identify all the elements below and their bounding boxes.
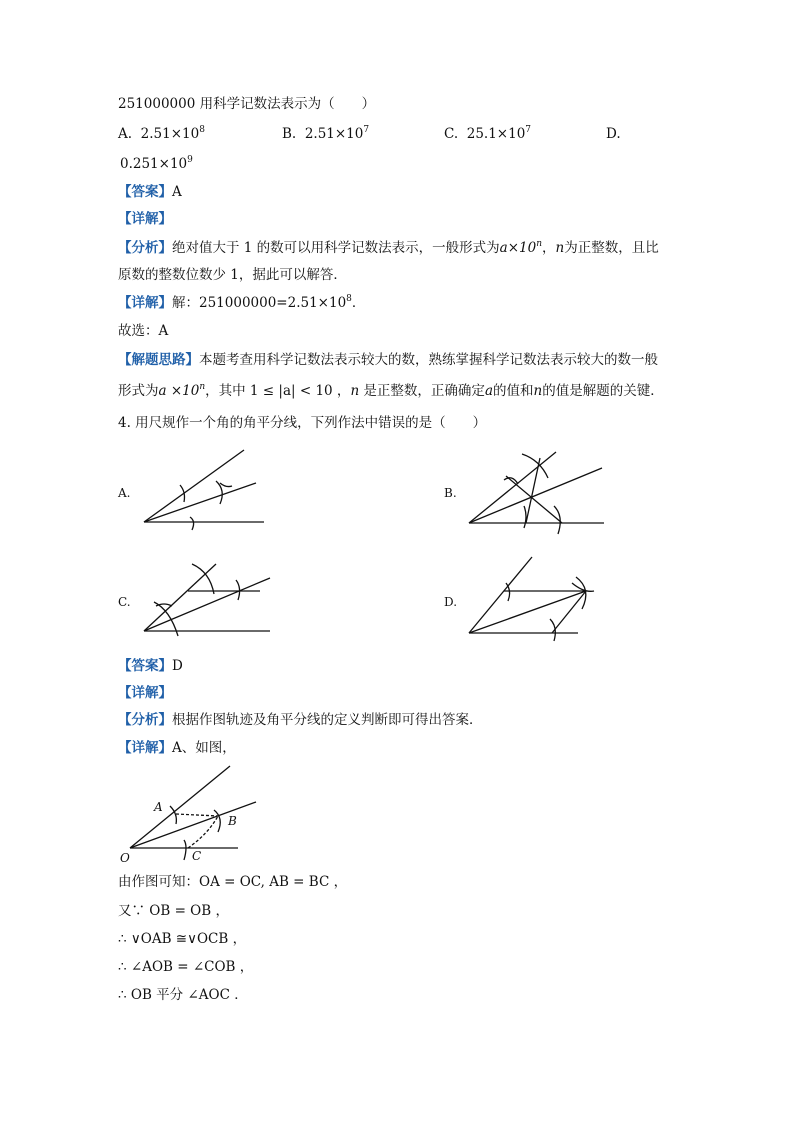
q3-stem: 251000000 用科学记数法表示为（ ） <box>118 96 376 112</box>
q3-analysis-line-2: 原数的整数位数少 1，据此可以解答． <box>118 267 347 283</box>
q4-proof-line-5: ∴ OB 平分 ∠AOC ． <box>118 987 248 1003</box>
q3-detail-heading: 【详解】 <box>118 211 172 227</box>
q3-answer: 【答案】A <box>118 184 182 200</box>
q3-solution: 【详解】解：$251000000=2.51\times 10^8$． <box>118 294 366 311</box>
q4-figure-c <box>140 558 275 643</box>
q4-detail-heading: 【详解】 <box>118 685 172 701</box>
q3-thinking-line-2: 形式为$a \times 10^n$，其中 1 ≤ |a| < 10 ，n 是正整数，正确确定a的值和n的值是解题的关键． <box>118 382 664 399</box>
q4-option-b-label: B. <box>444 486 457 500</box>
q4-proof-line-1: 由作图可知：OA = OC, AB = BC ， <box>118 874 348 890</box>
q3-option-b: B. $2.51\times 10^7$ <box>282 125 370 142</box>
point-label-c: C <box>192 849 202 863</box>
q4-figure-b <box>466 448 606 538</box>
q3-option-c: C. $25.1\times 10^7$ <box>444 125 532 142</box>
q4-figure-a <box>140 448 270 528</box>
point-label-b: B <box>228 814 237 828</box>
q4-answer: 【答案】D <box>118 658 183 674</box>
point-label-a: A <box>154 800 163 814</box>
q4-proof-line-4: ∴ ∠AOB = ∠COB ， <box>118 959 254 975</box>
q3-option-d-label: D. <box>606 126 621 142</box>
q3-thinking-line-1: 【解题思路】本题考查用科学记数法表示较大的数，熟练掌握科学记数法表示较大的数一般 <box>118 352 658 368</box>
q4-stem: 4. 用尺规作一个角的角平分线，下列作法中错误的是（ ） <box>118 415 487 431</box>
q3-choice: 故选：A <box>118 323 169 339</box>
q4-option-c-label: C. <box>118 595 131 609</box>
q3-option-d-value: $0.251\times 10^9$ <box>120 155 193 172</box>
q4-option-a-label: A. <box>118 486 131 500</box>
q4-analysis: 【分析】根据作图轨迹及角平分线的定义判断即可得出答案． <box>118 712 483 728</box>
q4-solution-start: 【详解】A、如图， <box>118 740 236 756</box>
point-label-o: O <box>120 851 130 865</box>
q4-figure-d <box>466 555 606 640</box>
q3-option-a: A. $2.51\times 10^8$ <box>118 125 205 142</box>
q4-proof-line-2: 又∵ OB = OB ， <box>118 903 229 919</box>
q3-analysis-line-1: 【分析】绝对值大于 1 的数可以用科学记数法表示，一般形式为$a\times 10^n$，n为正整数，且比 <box>118 239 659 256</box>
q4-proof-line-3: ∴ ∨OAB ≅∨OCB ， <box>118 931 247 947</box>
q4-option-d-label: D. <box>444 595 458 609</box>
